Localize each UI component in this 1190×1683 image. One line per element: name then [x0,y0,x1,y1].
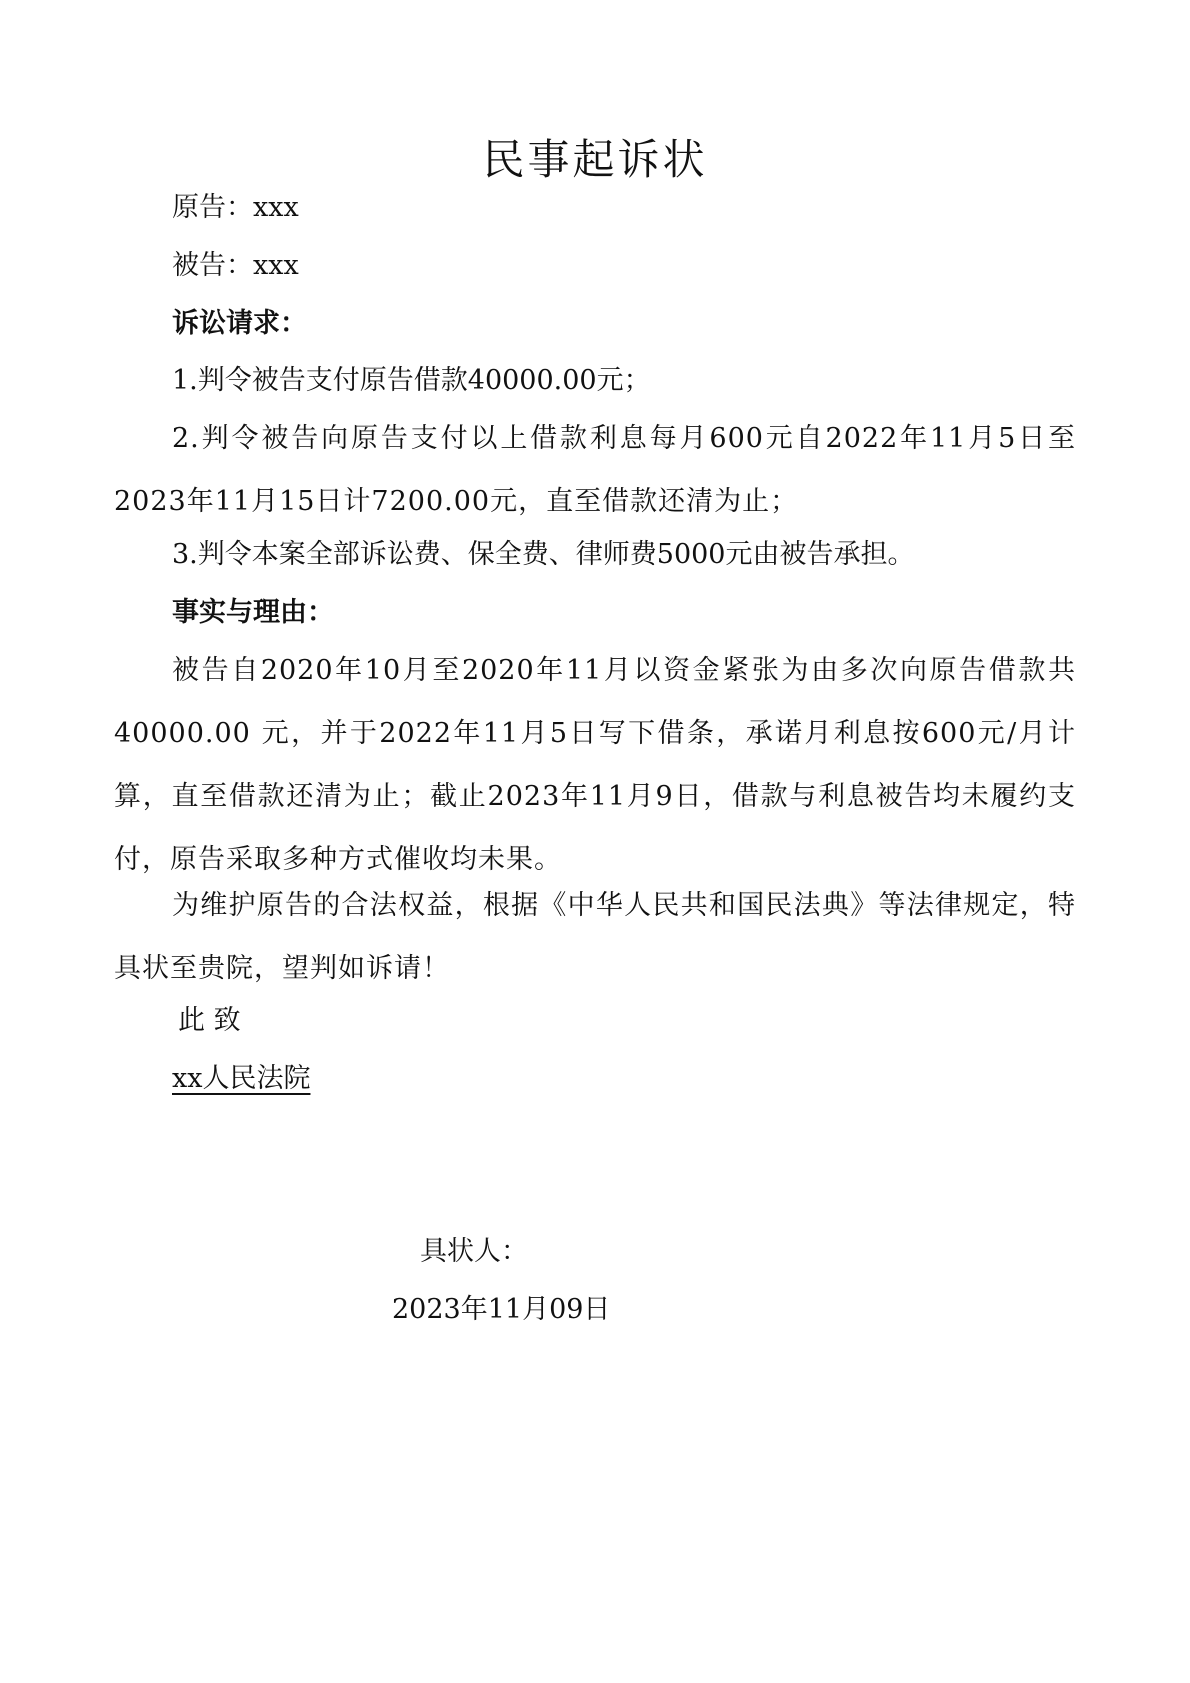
request-paragraph: 为维护原告的合法权益，根据《中华人民共和国民法典》等法律规定，特具状至贵院，望判如诉请！ [114,890,1076,984]
court-name-text: xx人民法院 [172,1063,311,1094]
claim-item-1: 1.判令被告支付原告借款40000.00元； [172,365,651,396]
signer-label: 具状人： [420,1236,528,1267]
claims-heading: 诉讼请求： [172,308,307,339]
closing-salutation: 此 致 [178,1005,241,1036]
plaintiff-line: 原告：xxx [172,192,299,223]
document-date: 2023年11月09日 [392,1294,611,1325]
claim-item-3: 3.判令本案全部诉讼费、保全费、律师费5000元由被告承担。 [172,539,915,570]
facts-paragraph: 被告自2020年10月至2020年11月以资金紧张为由多次向原告借款共40000.00 元，并于2022年11月5日写下借条，承诺月利息按600元/月计算，直至借款还清为止；截止2023年11月9日，借款与利息被告均未履约支付，原告采取多种方式催收均未果。 [114,655,1076,875]
facts-heading: 事实与理由： [172,597,334,628]
document-title: 民事起诉状 [482,135,708,184]
defendant-line: 被告：xxx [172,250,299,281]
claim-item-2: 2.判令被告向原告支付以上借款利息每月600元自2022年11月5日至2023年11月15日计7200.00元，直至借款还清为止； [114,423,1076,517]
court-name [114,1047,1134,1110]
